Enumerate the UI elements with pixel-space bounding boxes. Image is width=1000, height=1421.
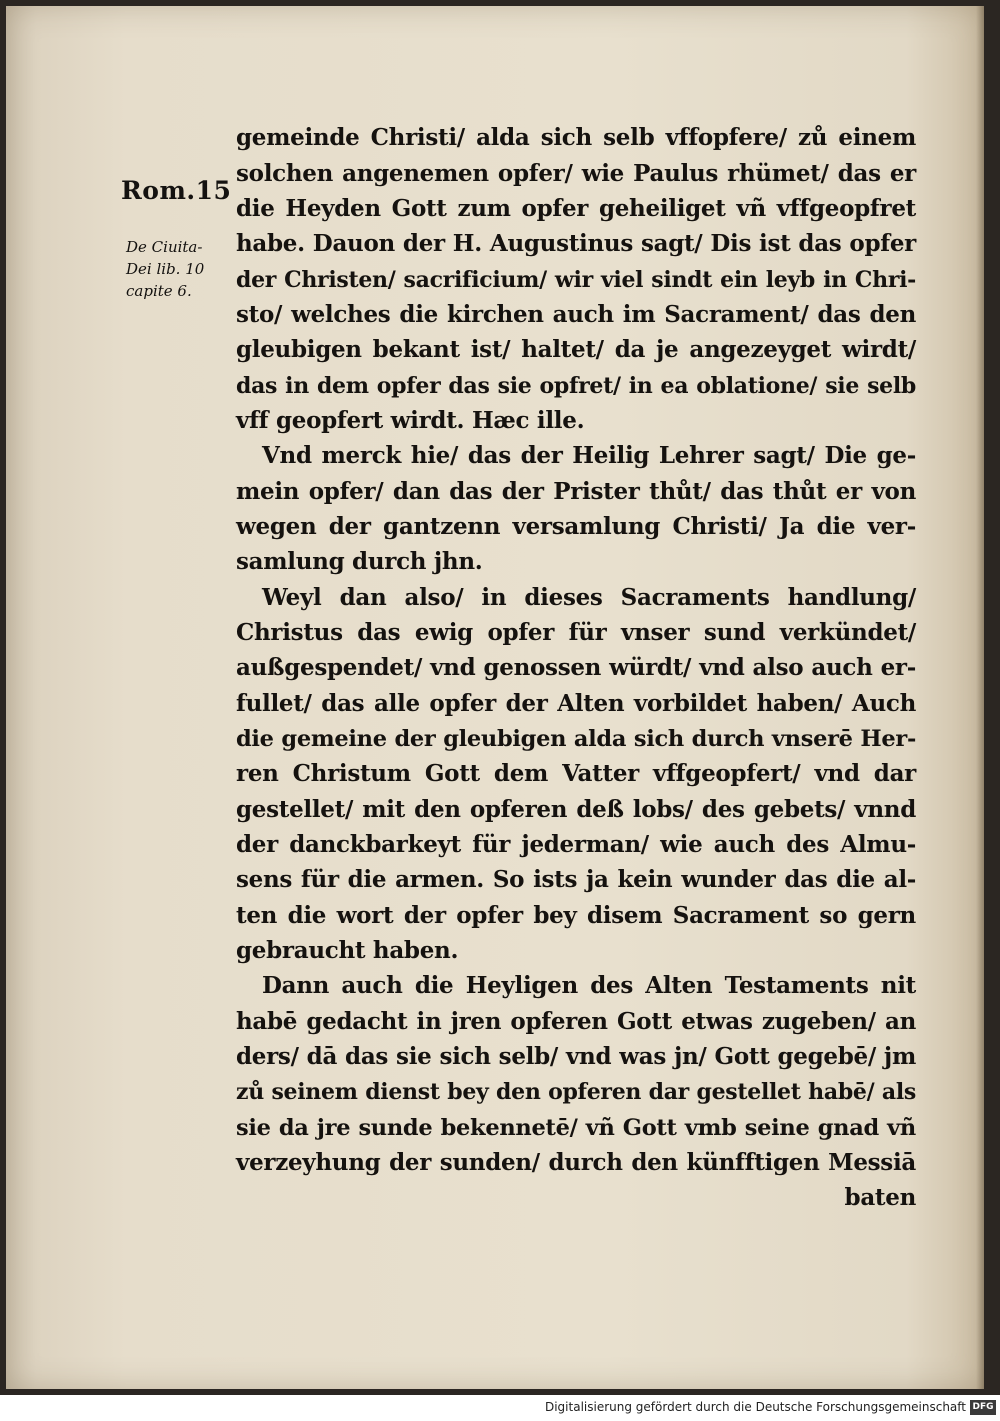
text-line: der danckbarkeyt für jederman/ wie auch des Almu-	[236, 831, 916, 858]
text-line: mein opfer/ dan das der Prister thůt/ das thůt er von	[236, 478, 916, 505]
text-line: ren Christum Gott dem Vatter vffgeopfert/ vnd dar	[236, 760, 916, 787]
margin-reference-line: De Ciuita-	[126, 238, 203, 256]
footer-credit: Digitalisierung gefördert durch die Deutsche Forschungsgemeinschaft	[544, 1400, 966, 1414]
text-line: fullet/ das alle opfer der Alten vorbildet haben/ Auch	[236, 690, 916, 717]
text-line: gleubigen bekant ist/ haltet/ da je angezeyget wirdt/	[236, 336, 916, 363]
text-line: die Heyden Gott zum opfer geheiliget vñ vffgeopfret	[236, 195, 916, 222]
text-line: sie da jre sunde bekennetē/ vñ Gott vmb seine gnad vñ	[236, 1115, 916, 1141]
text-line: Dann auch die Heyligen des Alten Testaments nit	[262, 972, 916, 999]
text-line: Vnd merck hie/ das der Heilig Lehrer sagt/ Die ge-	[262, 442, 916, 469]
text-line: wegen der gantzenn versamlung Christi/ Ja die ver-	[236, 513, 916, 540]
text-line: ten die wort der opfer bey disem Sacrament so gern	[236, 902, 916, 929]
text-line: verzeyhung der sunden/ durch den künfftigen Messiā	[236, 1149, 916, 1176]
text-line: samlung durch jhn.	[236, 548, 483, 575]
margin-reference-augustine	[126, 236, 204, 302]
text-line: sto/ welches die kirchen auch im Sacrament/ das den	[236, 301, 916, 328]
text-line: gemeinde Christi/ alda sich selb vffopfere/ zů einem	[236, 124, 916, 151]
margin-reference-line: Dei lib. 10	[126, 260, 205, 278]
text-line: sens für die armen. So ists ja kein wunder das die al-	[236, 866, 916, 893]
dfg-logo-icon: DFG	[970, 1400, 996, 1415]
text-line: Weyl dan also/ in dieses Sacraments handlung/	[262, 584, 916, 611]
margin-reference-romans: Rom.15	[121, 176, 232, 205]
text-line: das in dem opfer das sie opfret/ in ea oblatione/ sie selb	[236, 373, 916, 399]
text-line: ders/ dā das sie sich selb/ vnd was jn/ Gott gegebē/ jm	[236, 1043, 916, 1070]
margin-reference-line: capite 6.	[126, 282, 192, 300]
footer-bar	[0, 1395, 1000, 1421]
text-line: gestellet/ mit den opferen deß lobs/ des gebets/ vnnd	[236, 796, 916, 823]
text-line: habē gedacht in jren opferen Gott etwas zugeben/ an	[236, 1008, 916, 1035]
text-line: vff geopfert wirdt. Hæc ille.	[236, 407, 585, 434]
page-edge-shadow	[976, 6, 984, 1389]
text-line: Christus das ewig opfer für vnser sund verkündet/	[236, 619, 916, 646]
text-line: habe. Dauon der H. Augustinus sagt/ Dis ist das opfer	[236, 230, 916, 257]
text-line: außgespendet/ vnd genossen würdt/ vnd also auch er-	[236, 654, 916, 681]
text-line: solchen angenemen opfer/ wie Paulus rhümet/ das er	[236, 160, 916, 187]
text-line: zů seinem dienst bey den opferen dar gestellet habē/ als	[236, 1079, 916, 1105]
text-line: die gemeine der gleubigen alda sich durch vnserē Her-	[236, 726, 916, 752]
text-line: der Christen/ sacrificium/ wir viel sindt ein leyb in Chri-	[236, 267, 916, 293]
catchword: baten	[844, 1184, 916, 1211]
text-line: gebraucht haben.	[236, 937, 459, 964]
